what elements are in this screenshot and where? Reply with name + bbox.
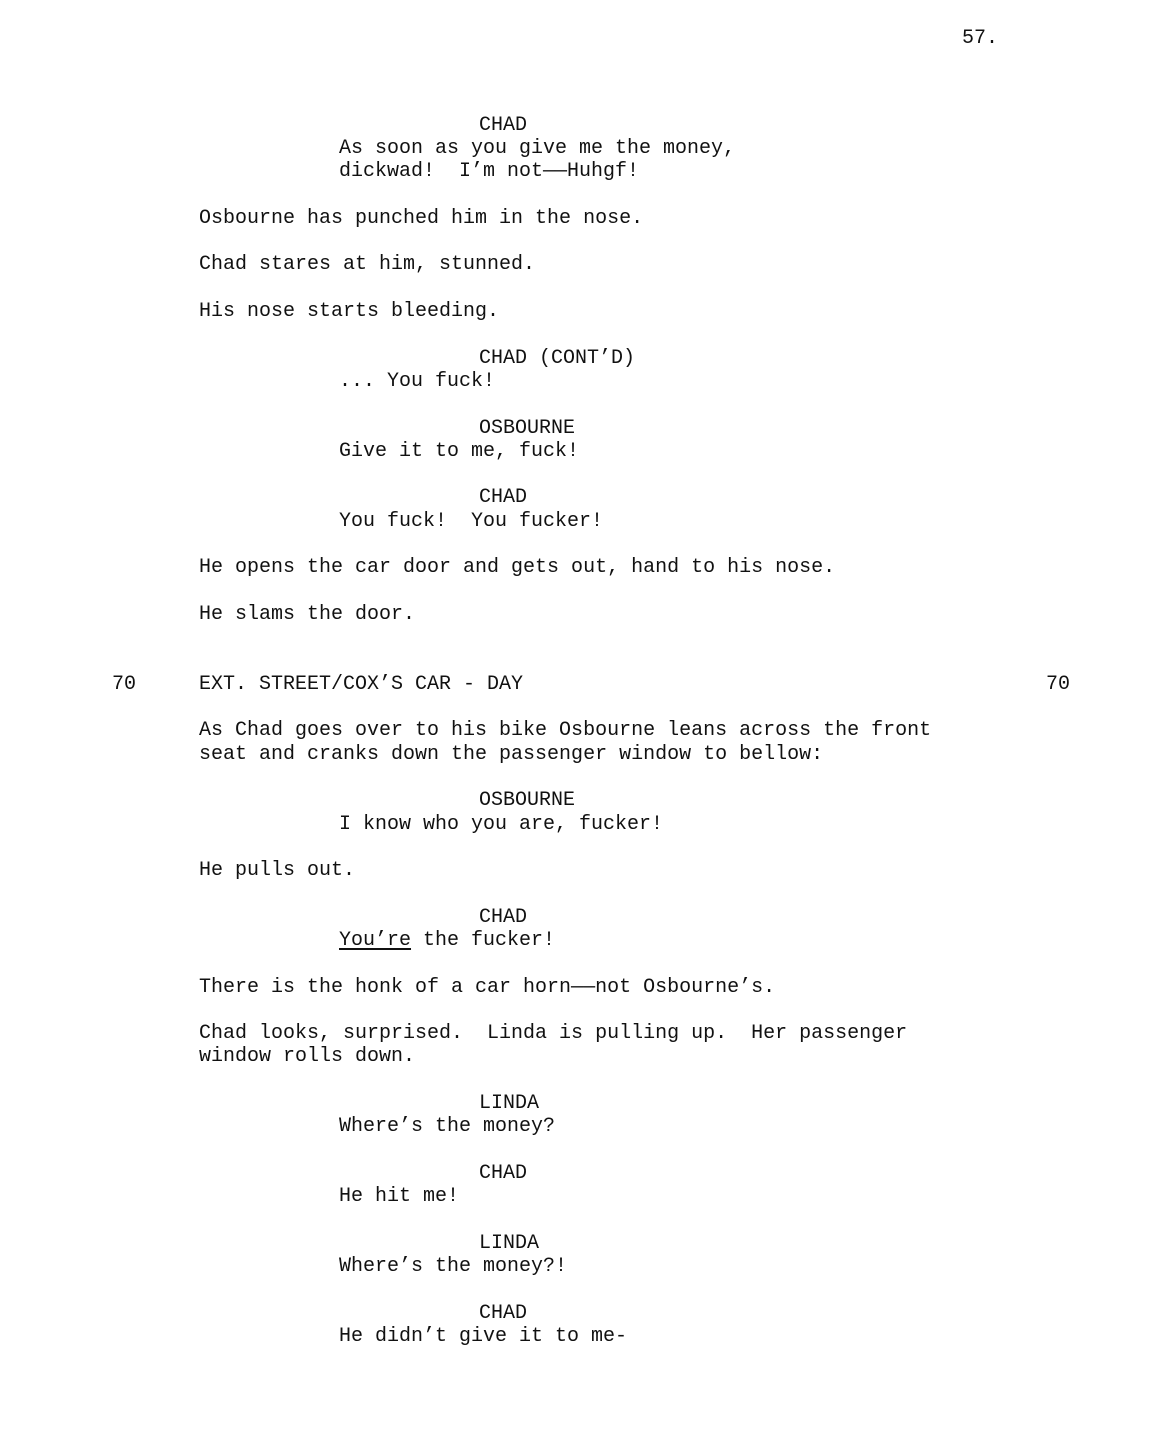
dialogue-line: Where’s the money?! xyxy=(339,1255,568,1278)
action-line: He pulls out. xyxy=(199,859,356,882)
dialogue-line: You fuck! You fucker! xyxy=(339,510,604,533)
scene-number-right: 70 xyxy=(1046,673,1071,696)
action-line: His nose starts bleeding. xyxy=(199,300,500,323)
dialogue-line xyxy=(339,929,555,952)
action-line: Chad looks, surprised. Linda is pulling up. Her passenger xyxy=(199,1022,908,1045)
page-number: 57. xyxy=(962,27,999,50)
character-name: CHAD xyxy=(479,114,528,137)
character-name: LINDA xyxy=(479,1232,540,1255)
dialogue-line: He hit me! xyxy=(339,1185,460,1208)
dialogue-line: dickwad! I’m not——Huhgf! xyxy=(339,160,640,183)
character-name: OSBOURNE xyxy=(479,789,576,812)
character-name: OSBOURNE xyxy=(479,417,576,440)
action-line: window rolls down. xyxy=(199,1045,416,1068)
action-line: He slams the door. xyxy=(199,603,416,626)
character-name: LINDA xyxy=(479,1092,540,1115)
action-line: Chad stares at him, stunned. xyxy=(199,253,536,276)
character-name: CHAD xyxy=(479,1162,528,1185)
action-line: As Chad goes over to his bike Osbourne leans across the front xyxy=(199,719,932,742)
scene-heading: EXT. STREET/COX’S CAR - DAY xyxy=(199,673,524,696)
action-line: He opens the car door and gets out, hand to his nose. xyxy=(199,556,836,579)
character-name: CHAD xyxy=(479,906,528,929)
dialogue-line: I know who you are, fucker! xyxy=(339,813,664,836)
character-name: CHAD xyxy=(479,486,528,509)
character-name: CHAD xyxy=(479,1302,528,1325)
underlined-word: You’re xyxy=(339,929,412,952)
character-name: CHAD (CONT’D) xyxy=(479,347,636,370)
scene-number-left: 70 xyxy=(112,673,137,696)
dialogue-line: Where’s the money? xyxy=(339,1115,556,1138)
dialogue-line: As soon as you give me the money, xyxy=(339,137,736,160)
action-line: seat and cranks down the passenger window to bellow: xyxy=(199,743,824,766)
action-line: Osbourne has punched him in the nose. xyxy=(199,207,644,230)
dialogue-line: ... You fuck! xyxy=(339,370,496,393)
dialogue-line: Give it to me, fuck! xyxy=(339,440,580,463)
dialogue-rest: the fucker! xyxy=(411,929,556,952)
dialogue-line: He didn’t give it to me- xyxy=(339,1325,628,1348)
action-line: There is the honk of a car horn——not Osbourne’s. xyxy=(199,976,776,999)
